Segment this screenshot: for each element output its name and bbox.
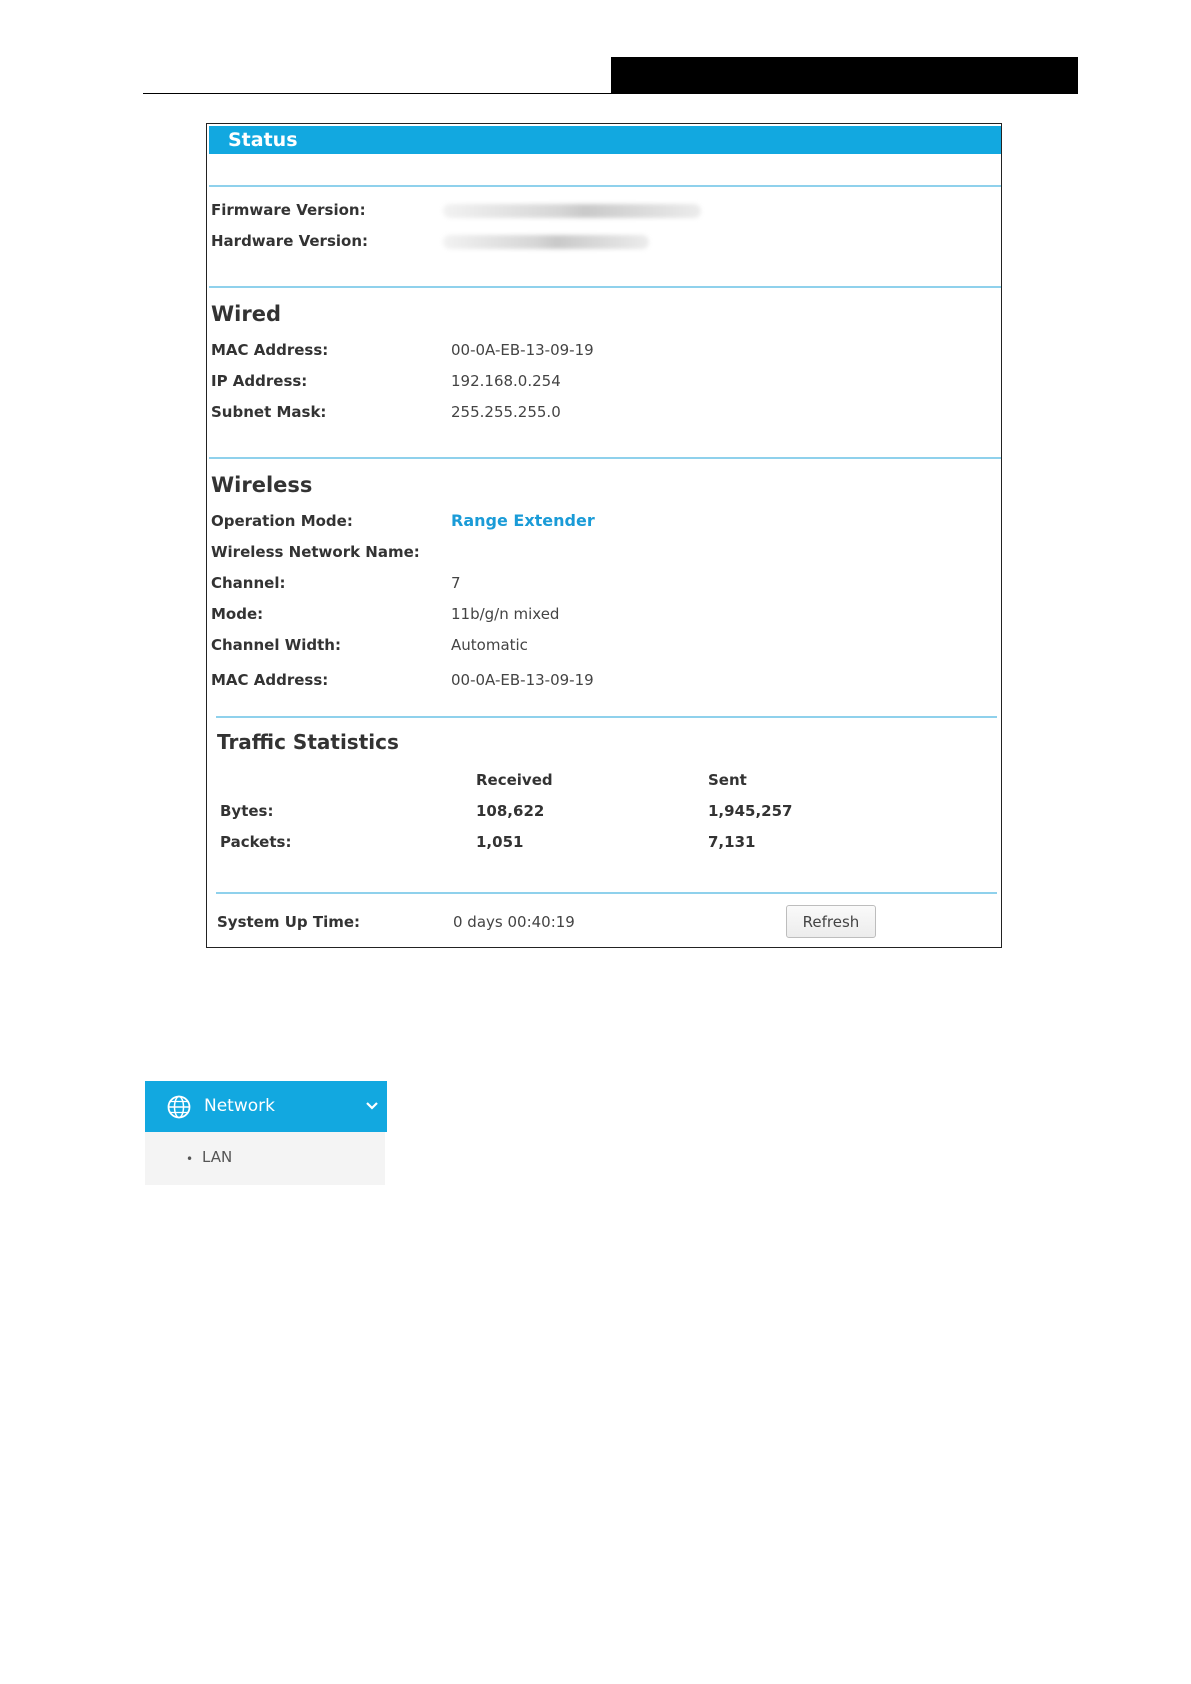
wired-title: Wired [211, 302, 281, 326]
hardware-label: Hardware Version: [211, 232, 368, 250]
subnet-label: Subnet Mask: [211, 403, 327, 421]
menu-item-network[interactable] [145, 1081, 387, 1132]
wireless-mac-value: 00-0A-EB-13-09-19 [451, 671, 594, 689]
wired-mac-label: MAC Address: [211, 341, 329, 359]
firmware-label: Firmware Version: [211, 201, 366, 219]
subnet-value: 255.255.255.0 [451, 403, 561, 421]
channel-width-label: Channel Width: [211, 636, 341, 654]
divider [209, 286, 1001, 288]
network-menu [145, 1081, 387, 1185]
firmware-value-redacted [443, 204, 701, 218]
wired-mac-value: 00-0A-EB-13-09-19 [451, 341, 594, 359]
received-header: Received [476, 771, 553, 789]
operation-mode-value: Range Extender [451, 511, 595, 530]
channel-value: 7 [451, 574, 461, 592]
bytes-received: 108,622 [476, 802, 545, 820]
packets-received: 1,051 [476, 833, 524, 851]
traffic-title: Traffic Statistics [217, 730, 399, 754]
chevron-down-icon [365, 1101, 379, 1111]
hardware-value-redacted [443, 235, 649, 249]
divider [216, 892, 997, 894]
menu-lan-label: LAN [202, 1148, 233, 1166]
wireless-mac-label: MAC Address: [211, 671, 329, 689]
globe-icon [167, 1095, 191, 1119]
page-header-bar [611, 57, 1078, 94]
menu-item-lan[interactable] [145, 1132, 385, 1185]
page-header-rule [143, 93, 1078, 94]
mode-label: Mode: [211, 605, 264, 623]
ip-label: IP Address: [211, 372, 308, 390]
bytes-sent: 1,945,257 [708, 802, 793, 820]
ip-value: 192.168.0.254 [451, 372, 561, 390]
bytes-label: Bytes: [220, 802, 274, 820]
packets-sent: 7,131 [708, 833, 756, 851]
sent-header: Sent [708, 771, 747, 789]
menu-network-label: Network [204, 1096, 275, 1116]
wireless-title: Wireless [211, 473, 313, 497]
network-name-label: Wireless Network Name: [211, 543, 420, 561]
uptime-value: 0 days 00:40:19 [453, 913, 575, 931]
status-panel [206, 123, 1002, 948]
status-title: Status [209, 126, 1001, 154]
channel-label: Channel: [211, 574, 286, 592]
operation-mode-label: Operation Mode: [211, 512, 353, 530]
divider [209, 185, 1001, 187]
channel-width-value: Automatic [451, 636, 528, 654]
mode-value: 11b/g/n mixed [451, 605, 560, 623]
packets-label: Packets: [220, 833, 292, 851]
bullet-icon: • [186, 1152, 194, 1166]
uptime-label: System Up Time: [217, 913, 361, 931]
refresh-button[interactable]: Refresh [786, 905, 876, 938]
divider [216, 716, 997, 718]
divider [209, 457, 1001, 459]
